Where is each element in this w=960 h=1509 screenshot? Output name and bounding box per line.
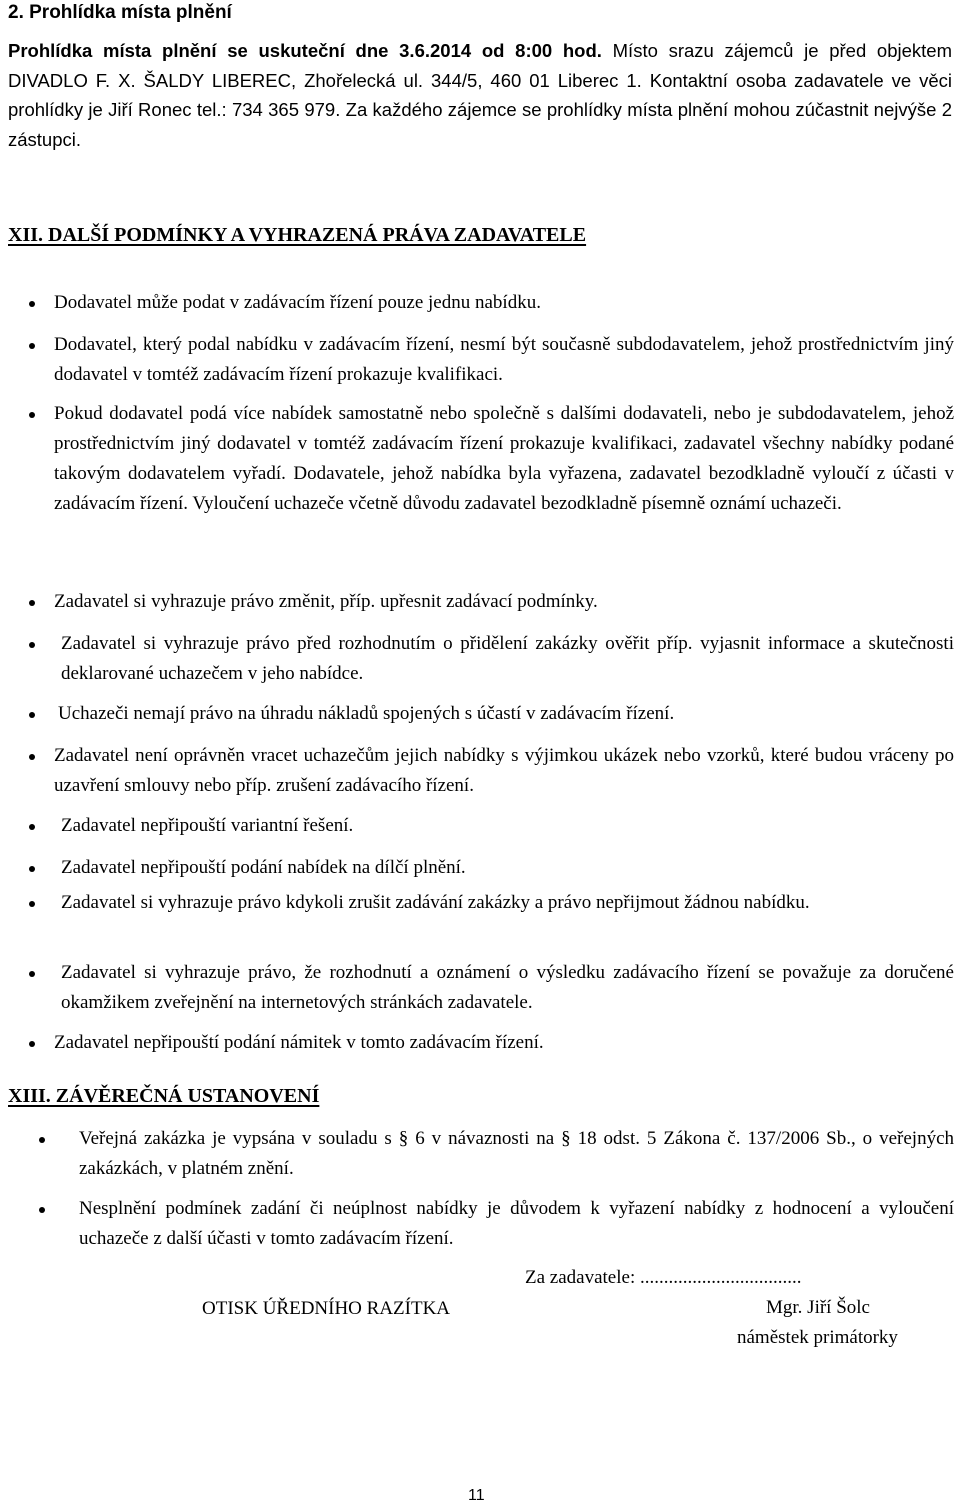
- list-item-text: Zadavatel si vyhrazuje právo před rozhodnutím o přidělení zakázky ověřit příp. vyjasnit informace a skutečnosti deklarované uchazečem v jeho nabídce.: [61, 633, 954, 684]
- official-stamp-label: OTISK ÚŘEDNÍHO RAZÍTKA: [202, 1298, 451, 1319]
- list-item-text: Zadavatel si vyhrazuje právo, že rozhodnutí a oznámení o výsledku zadávacího řízení se považuje za doručené okamžikem zveřejnění na internetových stránkách zadavatele.: [61, 962, 954, 1013]
- bullet-icon: [29, 642, 35, 648]
- bullet-icon: [29, 600, 35, 606]
- signatory-label: Za zadavatele: ..................................: [525, 1267, 802, 1288]
- page-number: 11: [468, 1487, 485, 1504]
- bullet-icon: [29, 343, 35, 349]
- bullet-icon: [29, 412, 35, 418]
- list-item-text: Zadavatel nepřipouští variantní řešení.: [61, 815, 354, 836]
- list-item-text: Pokud dodavatel podá více nabídek samostatně nebo společně s dalšími dodavateli, nebo je subdodavatelem, jehož prostřednictvím jiný dodavatel v tomtéž zadávacím řízení prokazuje kvalifikaci, zadavatel všechny nabídky podané takovým dodavatelem vyřadí. Dodavatele, jehož nabídka byla vyřazena, zadavatel bezodkladně vyloučí z účasti v zadávacím řízení. Vyloučení uchazeče včetně důvodu zadavatel bezodkladně písemně oznámí uchazeči.: [54, 403, 954, 514]
- bullet-icon: [29, 901, 35, 907]
- list-item-text: Zadavatel nepřipouští podání námitek v tomto zadávacím řízení.: [54, 1032, 544, 1053]
- list-item-text: Zadavatel si vyhrazuje právo kdykoli zrušit zadávání zakázky a právo nepřijmout žádnou nabídku.: [61, 892, 810, 913]
- site-visit-details: Místo srazu zájemců je před objektem DIVADLO F. X. ŠALDY LIBEREC, Zhořelecká ul. 344/5, 460 01 Liberec 1. Kontaktní osoba zadavatele ve věci prohlídky je Jiří Ronec tel.: 734 365 979. Za každého zájemce se prohlídky místa plnění mohou zúčastnit nejvýše 2 zástupci.: [8, 40, 952, 150]
- site-visit-date: Prohlídka místa plnění se uskuteční dne 3.6.2014 od 8:00 hod.: [8, 40, 602, 61]
- bullet-icon: [29, 754, 35, 760]
- section-heading: XII. DALŠÍ PODMÍNKY A VYHRAZENÁ PRÁVA ZADAVATELE: [8, 224, 587, 246]
- list-item-text: Dodavatel, který podal nabídku v zadávacím řízení, nesmí být současně subdodavatelem, jehož prostřednictvím jiný dodavatel v tomtéž zadávacím řízení prokazuje kvalifikaci.: [54, 334, 954, 385]
- section-heading: XIII. ZÁVĚREČNÁ USTANOVENÍ: [8, 1085, 320, 1107]
- signatory-name: Mgr. Jiří Šolc: [766, 1297, 870, 1318]
- list-item-text: Veřejná zakázka je vypsána v souladu s § 6 v návaznosti na § 18 odst. 5 Zákona č. 137/2006 Sb., o veřejných zakázkách, v platném znění.: [79, 1128, 954, 1179]
- bullet-icon: [29, 712, 35, 718]
- signatory-role: náměstek primátorky: [737, 1327, 898, 1348]
- bullet-icon: [39, 1207, 45, 1213]
- site-visit-paragraph: [8, 36, 952, 154]
- bullet-icon: [29, 971, 35, 977]
- bullet-icon: [29, 824, 35, 830]
- list-item-text: Uchazeči nemají právo na úhradu nákladů spojených s účastí v zadávacím řízení.: [58, 703, 675, 724]
- bullet-icon: [29, 301, 35, 307]
- bullet-icon: [39, 1137, 45, 1143]
- list-item-text: Zadavatel nepřipouští podání nabídek na dílčí plnění.: [61, 857, 466, 878]
- bullet-icon: [29, 866, 35, 872]
- list-item-text: Zadavatel není oprávněn vracet uchazečům jejich nabídky s výjimkou ukázek nebo vzorků, které budou vráceny po uzavření smlouvy nebo příp. zrušení zadávacího řízení.: [54, 745, 954, 796]
- section-heading: 2. Prohlídka místa plnění: [8, 2, 232, 23]
- bullet-icon: [29, 1041, 35, 1047]
- list-item-text: Zadavatel si vyhrazuje právo změnit, příp. upřesnit zadávací podmínky.: [54, 591, 598, 612]
- list-item-text: Dodavatel může podat v zadávacím řízení pouze jednu nabídku.: [54, 292, 541, 313]
- list-item-text: Nesplnění podmínek zadání či neúplnost nabídky je důvodem k vyřazení nabídky z hodnocení a vyloučení uchazeče z další účasti v tomto zadávacím řízení.: [79, 1198, 954, 1249]
